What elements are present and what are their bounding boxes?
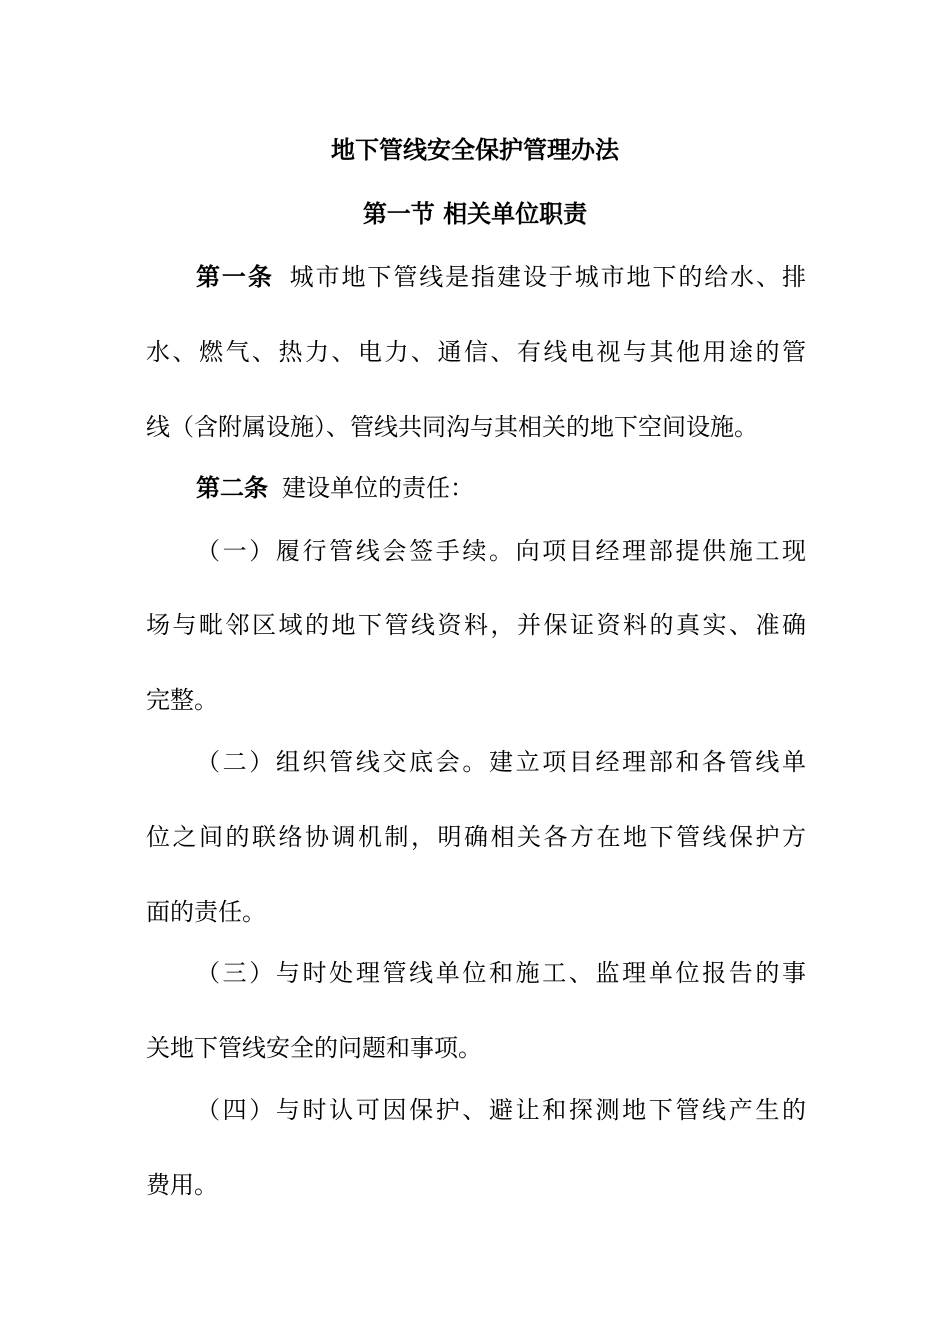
item-1-line-1: （一）履行管线会签手续。向项目经理部提供施工现 xyxy=(196,537,806,565)
item-1-line-2: 场与毗邻区域的地下管线资料，并保证资料的真实、准确 xyxy=(146,611,806,639)
article-1-line-1 xyxy=(196,261,806,293)
item-4-line-2: 费用。 xyxy=(146,1171,218,1199)
item-2-line-3: 面的责任。 xyxy=(146,898,266,926)
item-2-line-2: 位之间的联络协调机制，明确相关各方在地下管线保护方 xyxy=(146,823,806,851)
article-1-text-1: 城市地下管线是指建设于城市地下的给水、排 xyxy=(287,263,807,291)
article-2-line-1 xyxy=(196,472,806,504)
article-2-intro: 建设单位的责任： xyxy=(282,474,474,502)
item-3-line-2: 关地下管线安全的问题和事项。 xyxy=(146,1034,482,1062)
item-1-line-3: 完整。 xyxy=(146,686,218,714)
document-title: 地下管线安全保护管理办法 xyxy=(331,135,619,164)
article-1-line-2: 水、燃气、热力、电力、通信、有线电视与其他用途的管 xyxy=(146,338,806,366)
item-4-line-1: （四）与时认可因保护、避让和探测地下管线产生的 xyxy=(196,1096,806,1124)
article-1-label: 第一条 xyxy=(196,262,274,291)
article-1-line-3: 线（含附属设施）、管线共同沟与其相关的地下空间设施。 xyxy=(146,413,758,441)
section-title: 第一节 相关单位职责 xyxy=(362,199,588,228)
item-3-line-1: （三）与时处理管线单位和施工、监理单位报告的事 xyxy=(196,959,806,987)
article-2-label: 第二条 xyxy=(196,473,268,502)
item-2-line-1: （二）组织管线交底会。建立项目经理部和各管线单 xyxy=(196,748,806,776)
